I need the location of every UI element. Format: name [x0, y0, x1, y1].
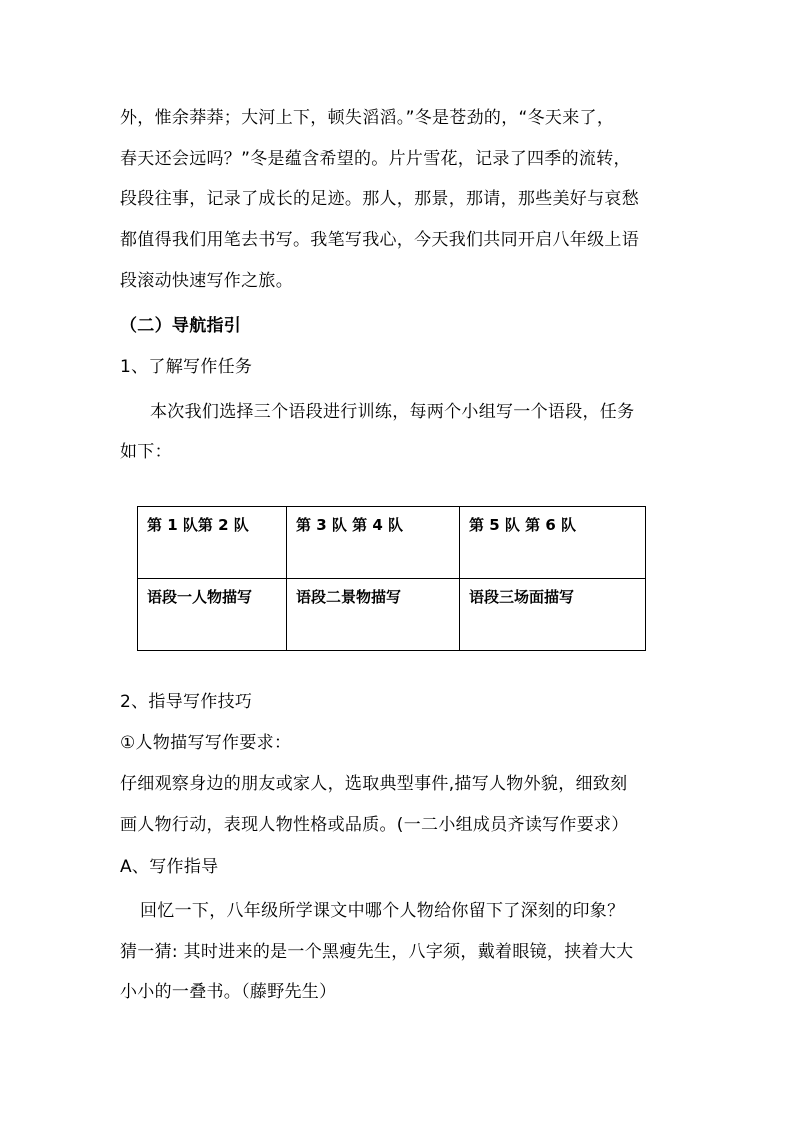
- intro-line-3: 段段往事，记录了成长的足迹。那人，那景，那请，那些美好与哀愁: [120, 189, 639, 209]
- table-row: [138, 507, 646, 579]
- guide-title: A、写作指导: [120, 857, 219, 877]
- item1-body-line-2: 如下：: [120, 442, 172, 462]
- intro-line-1: 外，惟余莽莽；大河上下，顿失滔滔。”冬是苍劲的，“冬天来了，: [120, 108, 615, 128]
- table-cell: 第 5 队 第 6 队: [460, 507, 646, 579]
- table-row: [138, 579, 646, 651]
- intro-line-4: 都值得我们用笔去书写。我笔写我心，今天我们共同开启八年级上语: [120, 230, 639, 250]
- table-cell: 语段三场面描写: [460, 579, 646, 651]
- guide-line-3: 小小的一叠书。（藤野先生）: [120, 982, 337, 1002]
- guide-line-2: 猜一猜: 其时进来的是一个黑瘦先生，八字须，戴着眼镜，挟着大大: [120, 942, 634, 962]
- section-heading: （二）导航指引: [120, 316, 242, 336]
- table-cell: 第 3 队 第 4 队: [287, 507, 460, 579]
- item1-title: 1、了解写作任务: [120, 357, 253, 377]
- intro-line-5: 段滚动快速写作之旅。: [120, 271, 293, 291]
- intro-line-2: 春天还会远吗？”冬是蕴含希望的。片片雪花，记录了四季的流转，: [120, 149, 631, 169]
- item2-title: 2、指导写作技巧: [120, 692, 253, 712]
- table-cell: 语段二景物描写: [287, 579, 460, 651]
- guide-line-1: 回忆一下，八年级所学课文中哪个人物给你留下了深刻的印象？: [140, 901, 625, 921]
- item1-body-line-1: 本次我们选择三个语段进行训练，每两个小组写一个语段，任务: [150, 402, 635, 422]
- table-cell: 语段一人物描写: [138, 579, 287, 651]
- requirement-title: ①人物描写写作要求：: [120, 733, 292, 753]
- requirement-line-2: 画人物行动，表现人物性格或品质。(一二小组成员齐读写作要求）: [120, 815, 629, 835]
- table-cell: 第 1 队第 2 队: [138, 507, 287, 579]
- requirement-line-1: 仔细观察身边的朋友或家人，选取典型事件,描写人物外貌，细致刻: [120, 774, 628, 794]
- task-table: [137, 506, 646, 651]
